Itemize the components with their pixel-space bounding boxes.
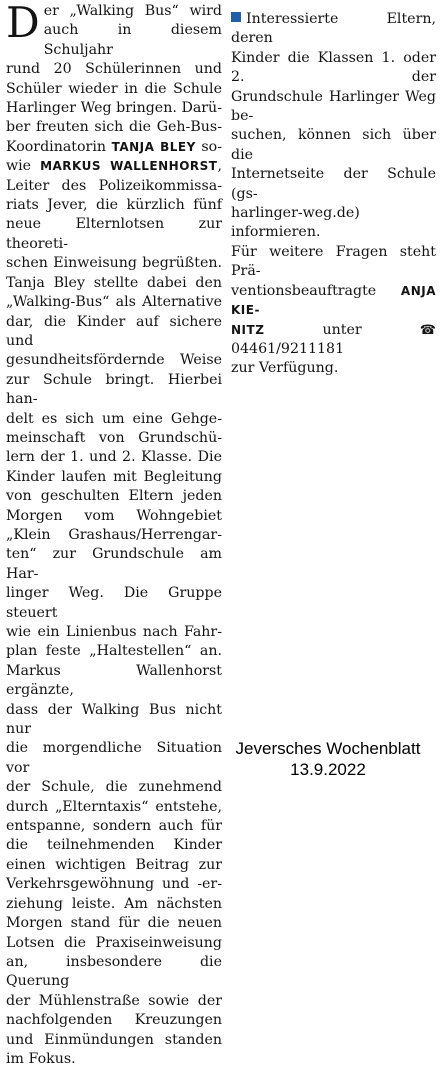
article-line [231, 359, 436, 378]
line-text: die teilnehmenden Kinder [6, 837, 222, 854]
line-text: auch in diesem Schuljahr [43, 22, 222, 58]
article-line [231, 88, 436, 127]
article-line [6, 487, 222, 506]
line-text: schen Einweisung begrüßten. [6, 255, 222, 272]
line-text: ziehung leiste. Am nächsten [6, 895, 222, 912]
line-text: und Einmündungen standen [6, 1031, 222, 1048]
article-line [6, 371, 222, 410]
line-text: „Walking-Bus“ als Alternative [6, 294, 222, 311]
line-text: Tanja Bley stellte dabei den [6, 274, 222, 291]
line-text: der Schule, die zunehmend [6, 779, 222, 796]
line-text: gesundheitsfördernde Weise [6, 352, 222, 369]
article-line [6, 526, 222, 545]
article-line [6, 293, 222, 312]
article-line [6, 1050, 222, 1069]
article-line [6, 313, 222, 352]
article-line [6, 856, 222, 875]
line-text: zur Verfügung. [231, 360, 339, 377]
line-text: harlinger-weg.de) informieren. [231, 205, 360, 241]
line-text: ten“ zur Grundschule am Har- [6, 546, 222, 582]
line-text: dar, die Kinder auf sichere und [6, 313, 222, 349]
line-text: Markus Wallenhorst ergänzte, [6, 662, 222, 699]
article-line [6, 351, 222, 370]
article-line [231, 126, 436, 165]
publication-date: 13.9.2022 [290, 760, 366, 779]
article-line [6, 429, 222, 448]
line-text: „Klein Grashaus/Herrengar- [6, 526, 222, 543]
line-text: er „Walking Bus“ wird [43, 3, 222, 19]
person-name: NITZ [231, 322, 265, 337]
article-line [231, 282, 436, 321]
line-text: , [217, 158, 222, 175]
line-text: delt es sich um eine Gehge- [6, 410, 222, 427]
line-text: Kinder die Klassen 1. oder 2. der [231, 49, 436, 86]
article-line [6, 778, 222, 797]
article-right-column [231, 10, 436, 379]
article-line [231, 321, 436, 360]
line-text: zur Schule bringt. Hierbei han- [6, 371, 222, 408]
article-line [6, 992, 222, 1011]
line-text: neue Elternlotsen zur theoreti- [6, 216, 222, 252]
line-text: Morgen vom Wohngebiet [6, 507, 222, 524]
source-caption [218, 738, 438, 780]
article-line [231, 243, 436, 282]
article-line [6, 895, 222, 914]
article-line [6, 642, 222, 661]
line-text: Verkehrsgewöhnung und -er- [6, 876, 222, 893]
article-line [6, 817, 222, 836]
line-text: Grundschule Harlinger Weg be- [231, 88, 436, 125]
article-line [6, 953, 222, 992]
article-line [6, 1011, 222, 1030]
line-text: Leiter des Polizeikommissa- [6, 177, 222, 194]
line-text: durch „Elterntaxis“ entstehe, [6, 798, 222, 815]
article-line [6, 254, 222, 273]
line-text: nachfolgenden Kreuzungen [6, 1012, 222, 1029]
article-line [6, 1031, 222, 1050]
line-text: im Fokus. [6, 1050, 76, 1067]
article-line [6, 80, 222, 99]
line-text: so- [195, 138, 222, 155]
line-text: Internetseite der Schule (gs- [231, 166, 436, 202]
article-line [231, 204, 436, 243]
article-line [6, 739, 222, 778]
line-text: ventionsbeauftragte [231, 282, 401, 299]
line-text: Für weitere Fragen steht Prä- [231, 243, 436, 280]
line-text: Harlinger Weg bringen. Darü- [6, 100, 222, 117]
article-line [6, 623, 222, 642]
person-name: TANJA BLEY [111, 139, 196, 154]
article-line [6, 118, 222, 137]
article-line [6, 60, 222, 79]
article-line [6, 584, 222, 623]
article-line [231, 49, 436, 88]
line-text: suchen, können sich über die [231, 127, 436, 163]
article-line [6, 468, 222, 487]
line-text: wie [6, 158, 41, 175]
line-text: unter [264, 321, 420, 338]
line-text: wie ein Linienbus nach Fahr- [6, 624, 222, 640]
article-line [6, 448, 222, 467]
line-text: die morgendliche Situation vor [6, 740, 222, 776]
line-text: Interessierte Eltern, deren [231, 11, 436, 47]
line-text: dass der Walking Bus nicht nur [6, 701, 222, 738]
line-text: Koordinatorin [6, 138, 112, 155]
line-text: lern der 1. und 2. Klasse. Die [6, 449, 222, 466]
article-line [6, 138, 222, 157]
article-line [6, 274, 222, 293]
section-marker-icon [231, 12, 241, 22]
article-line [6, 545, 222, 584]
article-line [6, 914, 222, 933]
person-name: MARKUS WALLENHORST [40, 159, 218, 174]
phone-icon: ☎ [419, 322, 436, 338]
article-line [231, 165, 436, 204]
article-line [6, 99, 222, 118]
line-text: ber freuten sich die Geh-Bus- [6, 119, 222, 136]
article-line [6, 215, 222, 254]
article-line [6, 507, 222, 526]
line-text: meinschaft von Grundschü- [6, 429, 222, 446]
article-line [6, 875, 222, 894]
line-text: an, insbesondere die Querung [6, 953, 222, 990]
article-line [6, 701, 222, 740]
article-line [6, 410, 222, 429]
person-name: ANJA KIE- [231, 283, 436, 318]
publication-name: Jeversches Wochenblatt [235, 739, 421, 758]
line-text: rund 20 Schülerinnen und [6, 61, 222, 78]
line-text: linger Weg. Die Gruppe steuert [6, 585, 222, 621]
article-line [6, 798, 222, 817]
line-text: Kinder laufen mit Begleitung [6, 468, 222, 485]
article-left-column [6, 2, 222, 1069]
line-text: von geschulten Eltern jeden [6, 488, 222, 505]
article-line [6, 196, 222, 215]
line-text: der Mühlenstraße sowie der [6, 992, 222, 1009]
line-text: Schüler wieder in die Schule [6, 80, 222, 97]
article-line [231, 10, 436, 49]
article-line [6, 662, 222, 701]
article-line [6, 157, 222, 176]
phone-number: 04461/9211181 [231, 340, 345, 357]
line-text: entspanne, sondern auch für [6, 818, 222, 835]
drop-cap: D [6, 0, 40, 47]
line-text: Lotsen die Praxiseinweisung [6, 934, 222, 951]
line-text: riats Jever, die kürzlich fünf [6, 197, 222, 214]
article-line [6, 177, 222, 196]
line-text: plan feste „Haltestellen“ an. [6, 643, 222, 660]
line-text: Morgen stand für die neuen [6, 915, 222, 932]
article-line [6, 934, 222, 953]
line-text: einen wichtigen Beitrag zur [6, 856, 222, 873]
article-line [6, 836, 222, 855]
